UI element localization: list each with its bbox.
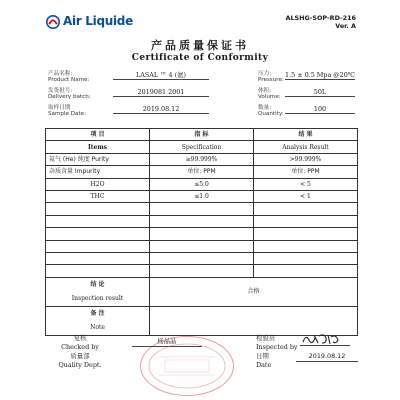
- inspection-date-value: 2019.08.12: [296, 352, 358, 362]
- quantity-label: 数量: Quantity:: [258, 105, 284, 118]
- title-english: Certificate of Conformity: [131, 53, 269, 63]
- table-row: [46, 178, 358, 190]
- results-table: [45, 128, 358, 336]
- quantity-value: 100: [285, 105, 355, 114]
- row-result: < 1: [254, 190, 358, 202]
- pressure-value: 1.5 ± 0.5 Mpa @20℃: [285, 71, 355, 79]
- delivery-batch-value: 2019081 2001: [113, 88, 209, 97]
- row-item: THC: [46, 190, 150, 202]
- conclusion-label: 结 论 Inspection result: [46, 277, 150, 306]
- header-items-en: Items: [46, 141, 150, 153]
- checked-by-label: 复核 Checked by 质量部 Quality Dept.: [58, 334, 102, 369]
- signature-icon: [300, 332, 350, 346]
- doc-version: Ver. A: [335, 22, 356, 30]
- inspected-by-label: 检验员 Inspected by 日期 Date: [256, 334, 298, 369]
- row-spec: 单位: PPM: [150, 166, 254, 178]
- row-item: H2O: [46, 178, 150, 190]
- empty-row: [46, 203, 358, 215]
- document-code: [286, 14, 356, 30]
- brand-logo: [46, 13, 133, 29]
- volume-label: 体积: Volume:: [258, 88, 281, 101]
- table-row: [46, 166, 358, 178]
- header-items-cn: 项 目: [46, 129, 150, 141]
- row-spec: ≤5.0: [150, 178, 254, 190]
- row-result: >99.999%: [254, 153, 358, 165]
- empty-row: [46, 240, 358, 252]
- inspector-signature: [300, 331, 350, 346]
- row-item: 氦气 (He) 纯度 Purity: [46, 153, 150, 165]
- brand-name: Air Liquide: [63, 14, 133, 28]
- checked-by-signature: 杨晶晶: [132, 337, 202, 347]
- row-item: 杂质含量 Impurity: [46, 166, 150, 178]
- header-spec-cn: 指 标: [150, 129, 254, 141]
- volume-value: 50L: [285, 88, 355, 97]
- quality-stamp-icon: [140, 336, 234, 396]
- note-label: 备 注 Note: [46, 306, 150, 335]
- title-chinese: 产品质量保证书: [151, 39, 249, 52]
- conclusion-value: 合格: [150, 277, 358, 306]
- air-liquide-logo-icon: [46, 14, 60, 28]
- empty-row: [46, 252, 358, 264]
- delivery-batch-label: 发货批号: Delivery batch:: [48, 88, 91, 101]
- empty-row: [46, 265, 358, 277]
- sample-date-value: 2019.08.12: [113, 105, 209, 114]
- product-name-value: LASAL ™ 4 (氦): [113, 71, 209, 80]
- doc-code: ALSHG-SOP-RD-216: [285, 14, 356, 22]
- header-spec-en: Specification: [150, 141, 254, 153]
- table-header-row-en: [46, 141, 358, 153]
- table-row: [46, 190, 358, 202]
- sample-date-label: 取样日期 Sample Date:: [48, 105, 87, 118]
- empty-row: [46, 228, 358, 240]
- header-result-en: Analysis Result: [254, 141, 358, 153]
- table-header-row-cn: [46, 129, 358, 141]
- table-row: [46, 153, 358, 165]
- conclusion-row: [46, 277, 358, 306]
- product-name-label: 产品名称: Product Name:: [48, 71, 90, 84]
- row-result: < 5: [254, 178, 358, 190]
- header-result-cn: 结 果: [254, 129, 358, 141]
- pressure-label: 压力: Pressure:: [258, 71, 284, 84]
- row-spec: ≤1.0: [150, 190, 254, 202]
- empty-row: [46, 215, 358, 227]
- row-spec: ≥99.999%: [150, 153, 254, 165]
- row-result: 单位: PPM: [254, 166, 358, 178]
